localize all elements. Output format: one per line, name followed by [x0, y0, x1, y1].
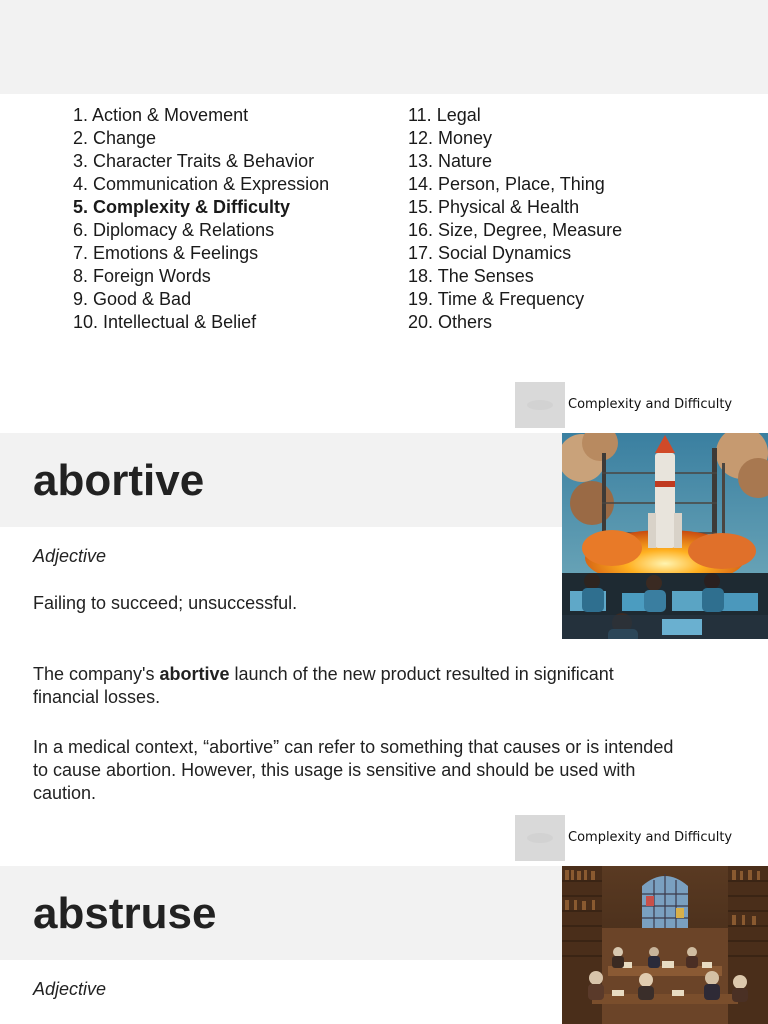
category-link[interactable]: 20. Others [408, 312, 493, 332]
category-index-left [73, 104, 329, 334]
library-illustration [562, 866, 768, 1024]
category-tag[interactable] [515, 815, 768, 861]
word-definition: Failing to succeed; unsuccessful. [33, 593, 298, 613]
category-link[interactable]: 13. Nature [408, 151, 493, 171]
category-link[interactable]: 18. The Senses [408, 266, 534, 286]
category-link[interactable]: 10. Intellectual & Belief [73, 312, 257, 332]
category-link[interactable]: 8. Foreign Words [73, 266, 211, 286]
category-link[interactable]: 4. Communication & Expression [73, 174, 330, 194]
word-title: abortive [33, 456, 205, 505]
page-header-band [0, 0, 768, 94]
category-tag-label: Complexity and Difficulty [568, 397, 733, 412]
category-thumbnail [515, 382, 565, 428]
category-link[interactable]: 19. Time & Frequency [408, 289, 585, 309]
word-illustration [562, 866, 768, 1024]
category-link[interactable]: 15. Physical & Health [408, 197, 580, 217]
category-link[interactable]: 7. Emotions & Feelings [73, 243, 259, 263]
category-link-active[interactable]: 5. Complexity & Difficulty [73, 197, 291, 217]
category-link[interactable]: 17. Social Dynamics [408, 243, 572, 263]
category-link[interactable]: 11. Legal [408, 105, 481, 125]
category-index-right [408, 104, 622, 334]
word-title: abstruse [33, 889, 217, 938]
category-link[interactable]: 16. Size, Degree, Measure [408, 220, 623, 240]
category-tag[interactable] [515, 382, 768, 428]
category-thumbnail [515, 815, 565, 861]
category-link[interactable]: 1. Action & Movement [73, 105, 249, 125]
part-of-speech: Adjective [33, 979, 107, 999]
word-header [0, 433, 562, 527]
example-highlight: abortive [159, 664, 230, 684]
category-link[interactable]: 14. Person, Place, Thing [408, 174, 605, 194]
category-link[interactable]: 2. Change [73, 128, 157, 148]
part-of-speech: Adjective [33, 546, 107, 566]
category-link[interactable]: 9. Good & Bad [73, 289, 192, 309]
usage-note: In a medical context, “abortive” can refer to something that causes or is intended to cause abortion. However, this usage is sensitive and should be used with caution. [33, 737, 674, 803]
example-text: The company's [33, 664, 160, 684]
category-link[interactable]: 3. Character Traits & Behavior [73, 151, 315, 171]
word-example [33, 663, 673, 709]
category-link[interactable]: 6. Diplomacy & Relations [73, 220, 275, 240]
word-header [0, 866, 562, 960]
category-link[interactable]: 12. Money [408, 128, 493, 148]
example-text: launch of the new product resulted in significant financial losses. [33, 664, 614, 707]
category-tag-label: Complexity and Difficulty [568, 830, 733, 845]
